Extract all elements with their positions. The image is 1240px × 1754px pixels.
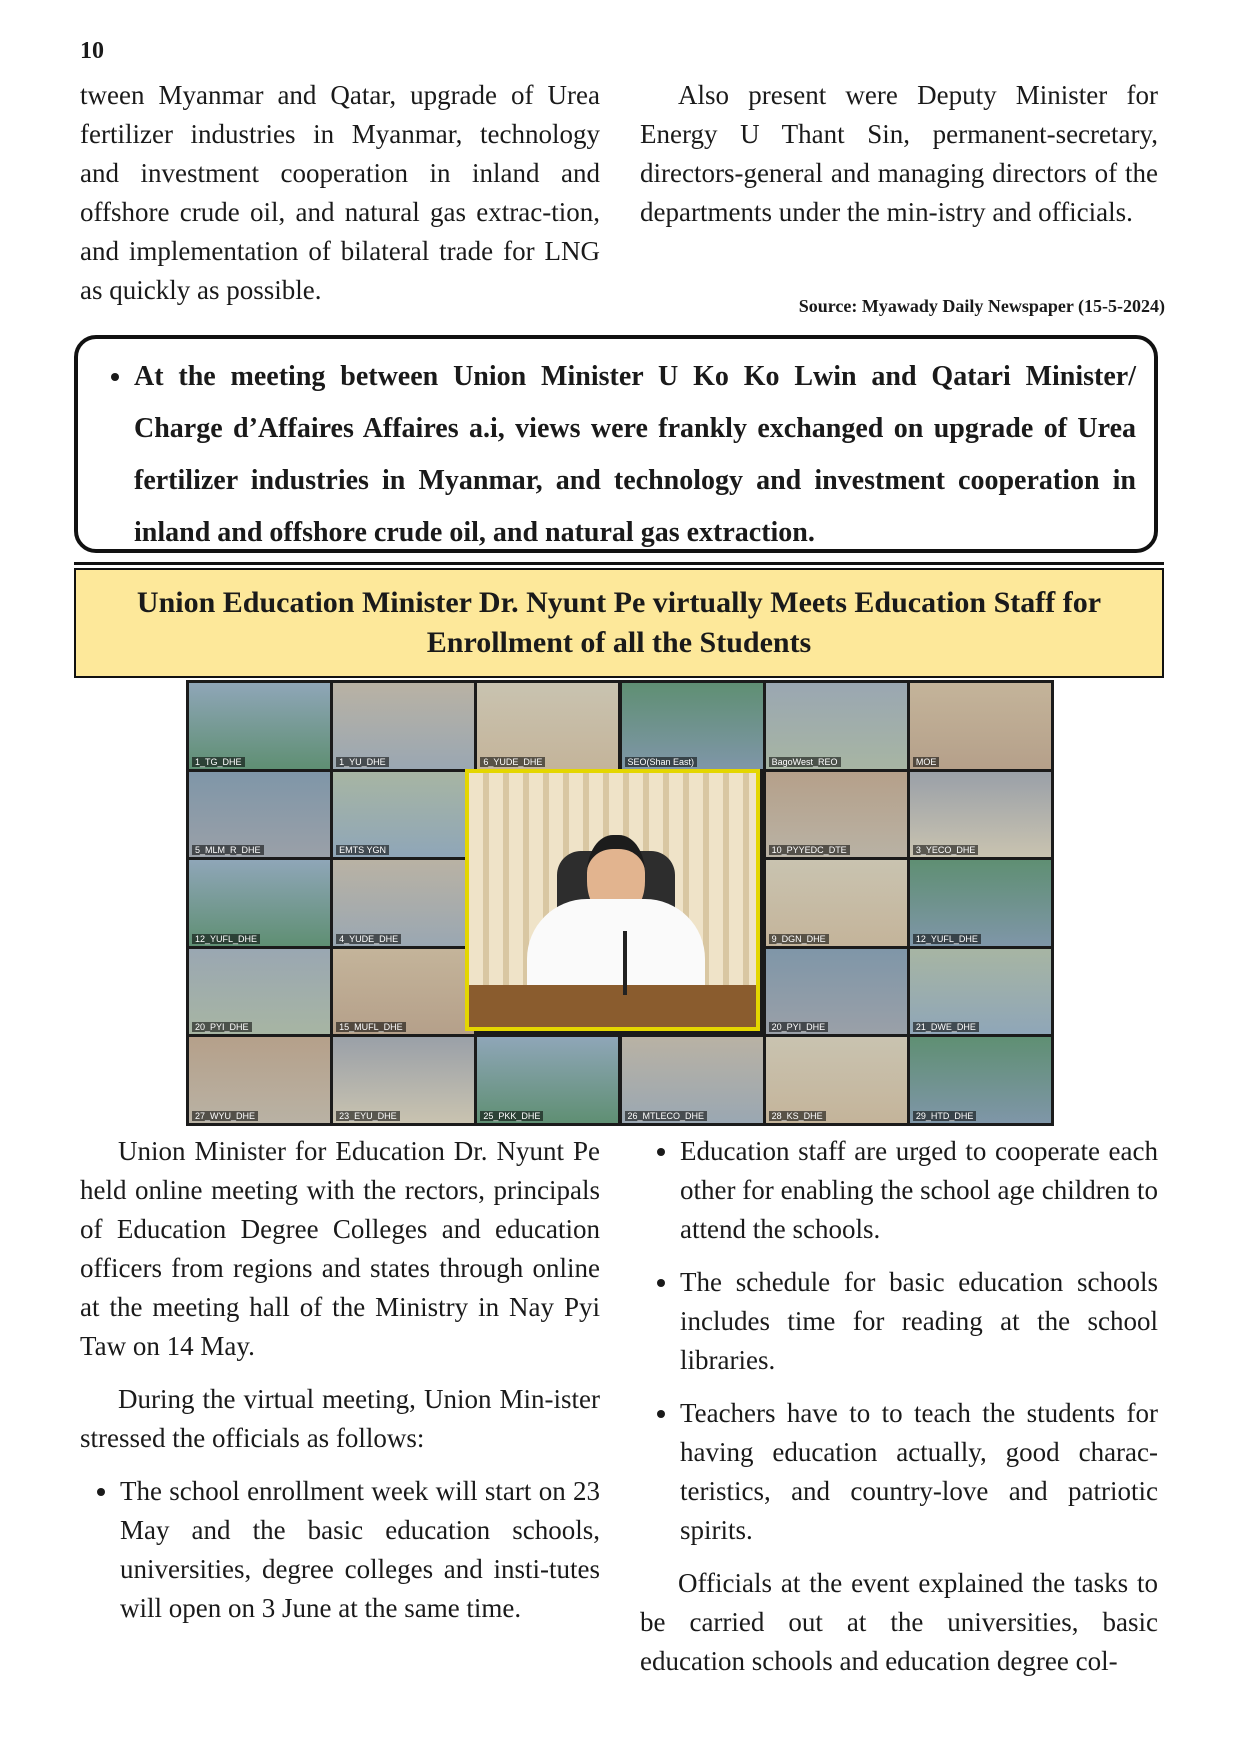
participant-tile <box>766 1037 907 1123</box>
article-left-column <box>80 1132 600 1642</box>
participant-label: MOE <box>913 757 940 767</box>
participant-label: 21_DWE_DHE <box>913 1022 979 1032</box>
participant-label: 12_YUFL_DHE <box>192 934 260 944</box>
participant-label: 20_PYI_DHE <box>769 1022 829 1032</box>
top-left-column <box>80 76 600 324</box>
participant-tile <box>910 949 1051 1035</box>
participant-label: 28_KS_DHE <box>769 1111 826 1121</box>
participant-tile <box>910 772 1051 858</box>
top-right-paragraph: Also present were Deputy Minister for Energy U Thant Sin, permanent-secretary, directors-general and managing directors of the departments under the min-istry and officials. <box>640 80 1158 227</box>
participant-label: 12_YUFL_DHE <box>913 934 981 944</box>
highlight-text: • At the meeting between Union Minister U Ko Ko Lwin and Qatari Minister/ Charge d’Affaires Affaires a.i, views were frankly exchanged on upgrade of Urea fertilizer industries in Myanmar, and technology and investment cooperation in inland and offshore crude oil, and natural gas extraction. <box>134 351 1136 559</box>
article-headline: Union Education Minister Dr. Nyunt Pe virtually Meets Education Staff for Enrollment of all the Students <box>136 586 1102 659</box>
microphone-shape <box>623 931 627 995</box>
participant-label: 27_WYU_DHE <box>192 1111 258 1121</box>
top-left-paragraph: tween Myanmar and Qatar, upgrade of Urea fertilizer industries in Myanmar, technology and investment cooperation in inland and offshore crude oil, and natural gas extrac-tion, and implementation of bilateral trade for LNG as quickly as possible. <box>80 80 600 305</box>
article-paragraph-1: Union Minister for Education Dr. Nyunt Pe held online meeting with the rectors, principals of Education Degree Colleges and education officers from regions and states through online at the meeting hall of the Ministry in Nay Pyi Taw on 14 May. <box>80 1136 600 1361</box>
participant-tile <box>622 683 763 769</box>
participant-tile <box>910 683 1051 769</box>
left-bullet-1: • The school enrollment week will start on 23 May and the basic education schools, universities, degree colleges and insti-tutes will open on 3 June at the same time. <box>120 1472 600 1628</box>
participant-tile <box>189 772 330 858</box>
article-paragraph-3: Officials at the event explained the tasks to be carried out at the universities, basic education schools and education degree col- <box>640 1568 1158 1676</box>
participant-label: 5_MLM_R_DHE <box>192 845 264 855</box>
section-divider <box>74 562 1164 565</box>
participant-tile <box>189 949 330 1035</box>
participant-tile <box>477 1037 618 1123</box>
participant-label: EMTS YGN <box>336 845 389 855</box>
participant-label: 10_PYYEDC_DTE <box>769 845 850 855</box>
participant-tile <box>766 860 907 946</box>
participant-tile <box>189 1037 330 1123</box>
left-bullet-list <box>80 1472 600 1628</box>
participant-label: BagoWest_REO <box>769 757 841 767</box>
participant-tile <box>910 860 1051 946</box>
article-headline-box <box>74 568 1164 678</box>
participant-tile <box>189 683 330 769</box>
right-bullet-list <box>640 1132 1158 1550</box>
participant-tile <box>766 949 907 1035</box>
right-bullet-3: • Teachers have to to teach the students for having education actually, good charac-teristics, and country-love and patriotic spirits. <box>680 1394 1158 1550</box>
page-number: 10 <box>80 38 104 64</box>
main-speaker-tile <box>465 769 760 1031</box>
participant-label: 9_DGN_DHE <box>769 934 829 944</box>
participant-tile <box>333 683 474 769</box>
participant-tile <box>333 1037 474 1123</box>
participant-label: 25_PKK_DHE <box>480 1111 543 1121</box>
participant-tile <box>766 772 907 858</box>
participant-label: 6_YUDE_DHE <box>480 757 545 767</box>
highlight-box <box>74 335 1158 553</box>
participant-label: SEO(Shan East) <box>625 757 698 767</box>
participant-tile <box>477 683 618 769</box>
top-right-column <box>640 76 1158 246</box>
participant-label: 1_TG_DHE <box>192 757 245 767</box>
participant-tile <box>333 949 474 1035</box>
participant-label: 15_MUFL_DHE <box>336 1022 406 1032</box>
participant-label: 23_EYU_DHE <box>336 1111 400 1121</box>
participant-label: 1_YU_DHE <box>336 757 389 767</box>
participant-tile <box>333 860 474 946</box>
participant-label: 4_YUDE_DHE <box>336 934 401 944</box>
participant-tile <box>910 1037 1051 1123</box>
participant-label: 29_HTD_DHE <box>913 1111 977 1121</box>
source-credit: Source: Myawady Daily Newspaper (15-5-2024) <box>798 296 1165 316</box>
right-bullet-1: • Education staff are urged to cooperate each other for enabling the school age children to attend the schools. <box>680 1132 1158 1249</box>
participant-label: 3_YECO_DHE <box>913 845 979 855</box>
participant-tile <box>189 860 330 946</box>
participant-tile <box>333 772 474 858</box>
participant-tile <box>766 683 907 769</box>
article-paragraph-2: During the virtual meeting, Union Min-ister stressed the officials as follows: <box>80 1384 600 1453</box>
video-conference-photo <box>186 680 1054 1126</box>
participant-label: 26_MTLECO_DHE <box>625 1111 708 1121</box>
speaker-body <box>527 899 705 999</box>
article-right-column <box>640 1132 1158 1695</box>
participant-label: 20_PYI_DHE <box>192 1022 252 1032</box>
participant-tile <box>622 1037 763 1123</box>
desk-shape <box>469 985 756 1027</box>
right-bullet-2: • The schedule for basic education schools includes time for reading at the school libraries. <box>680 1263 1158 1380</box>
